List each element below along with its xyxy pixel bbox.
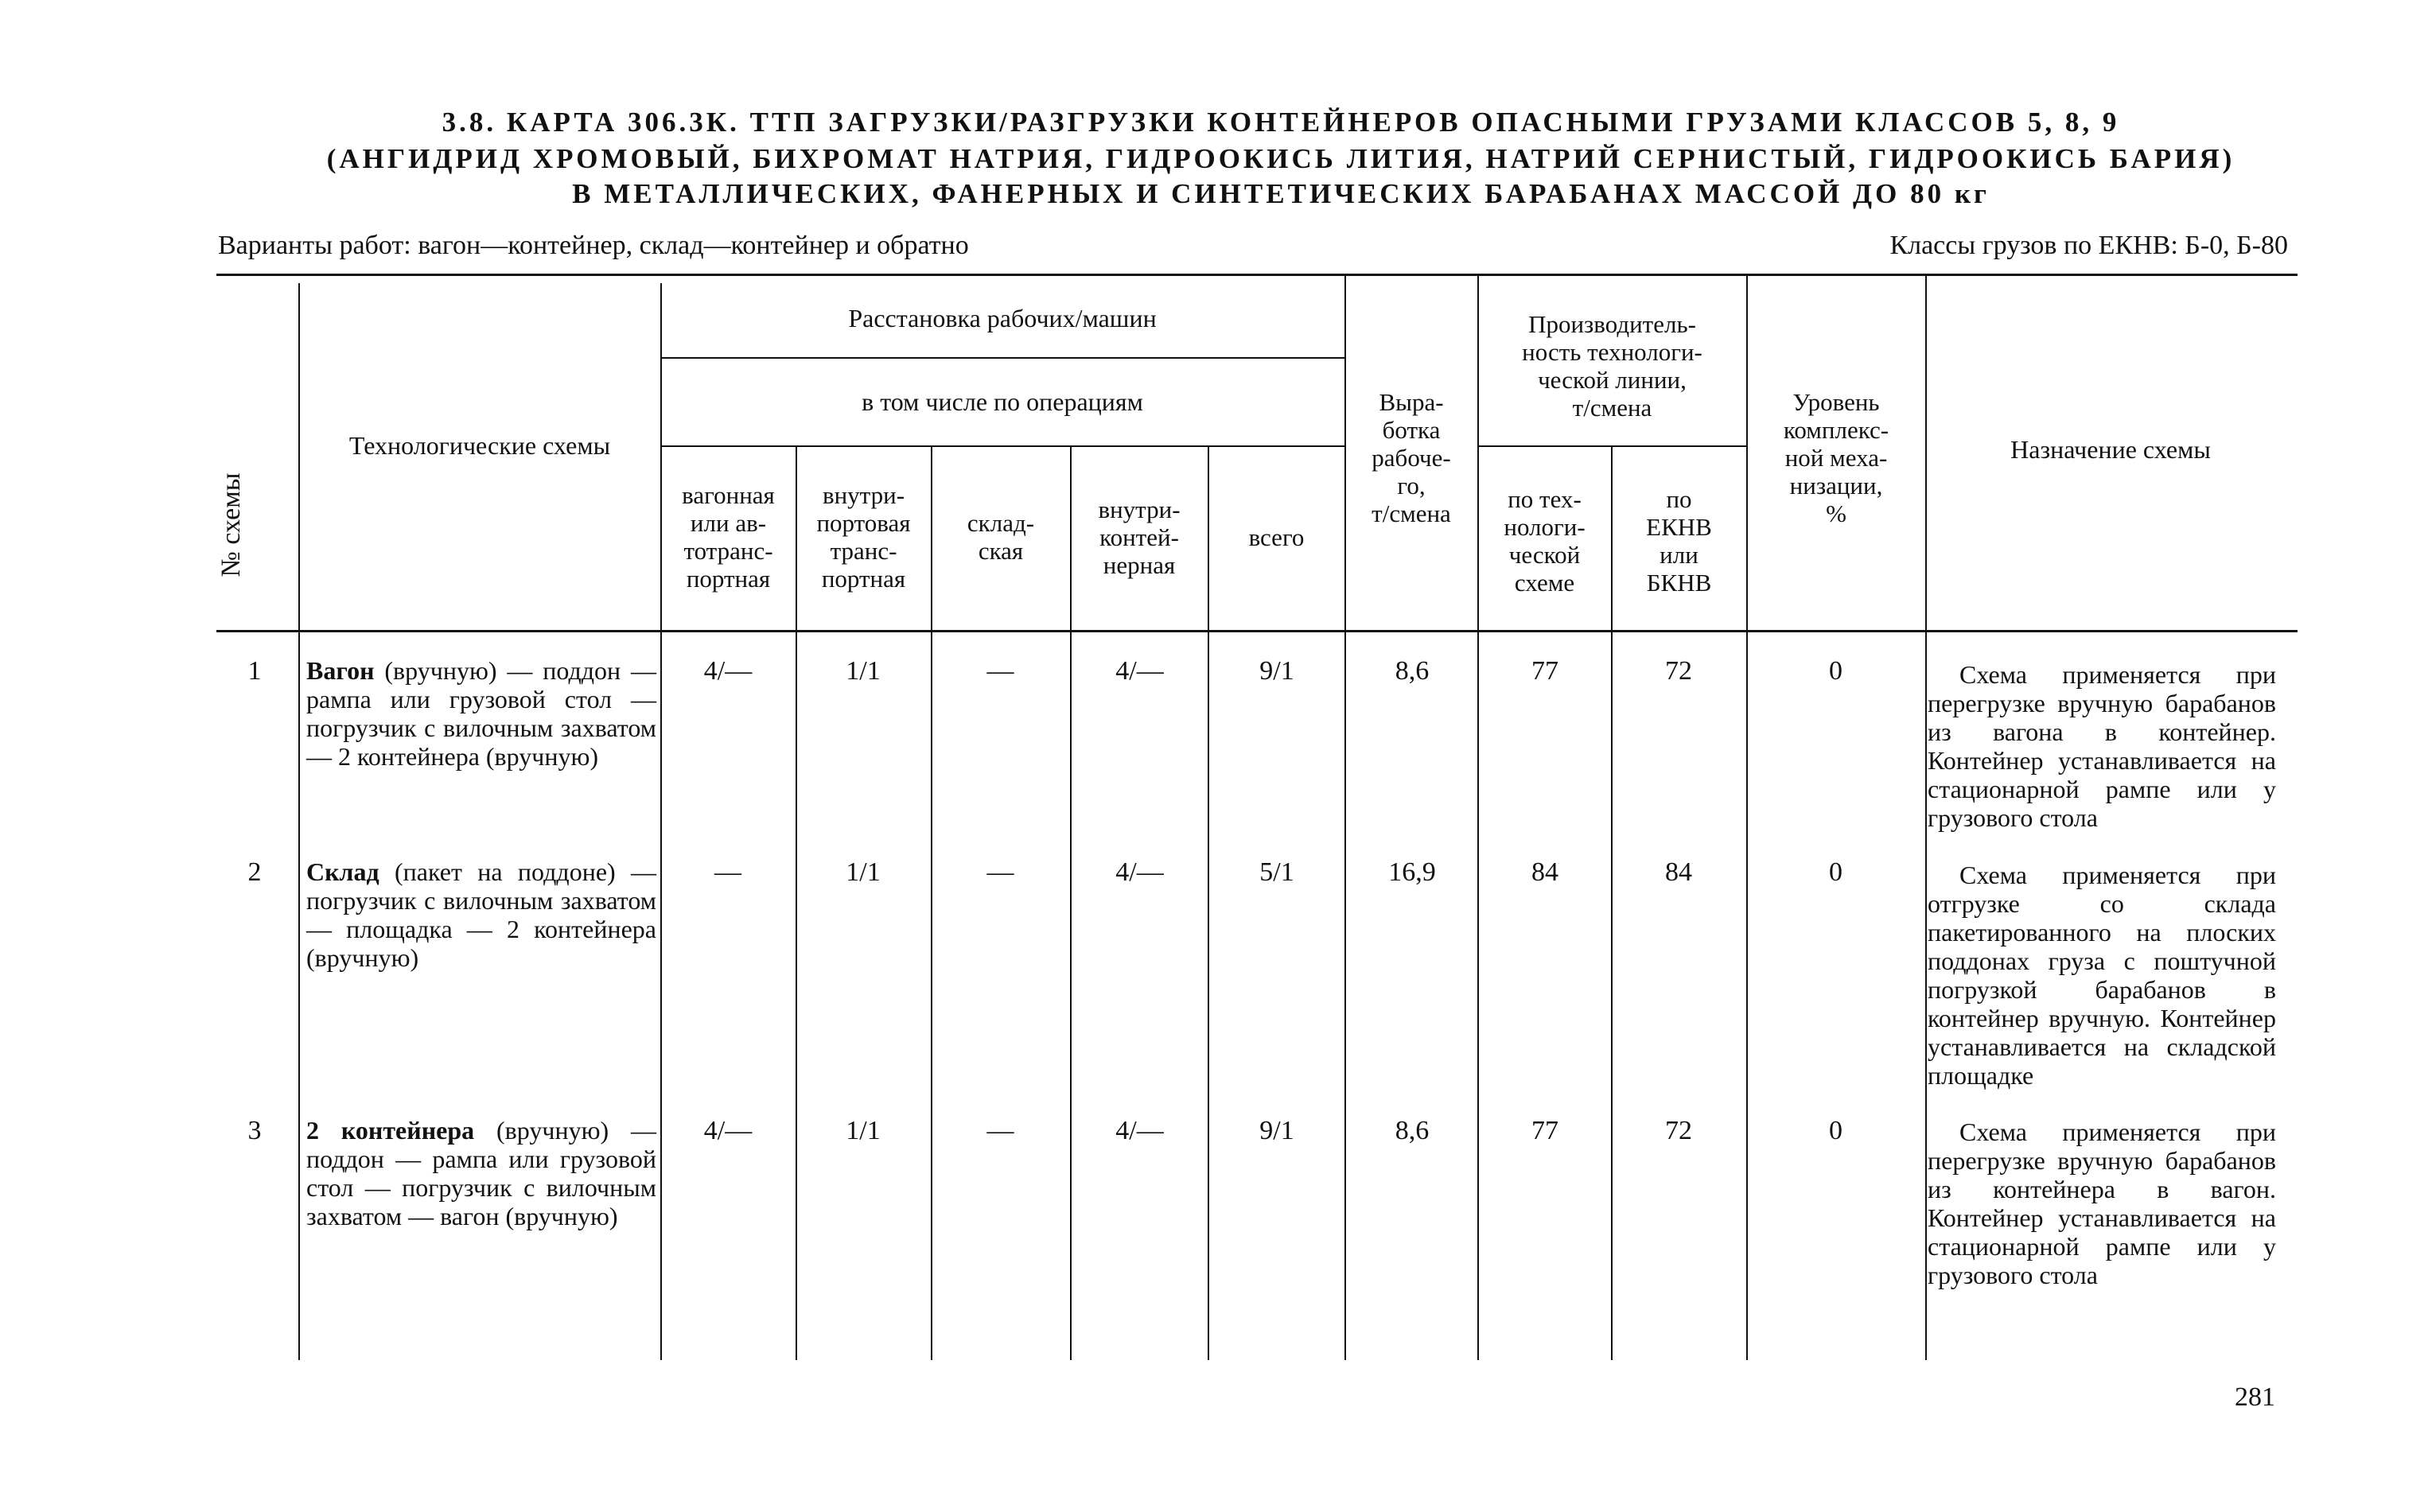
table-row-1-mech: 0 bbox=[1829, 656, 1842, 686]
table-row-1-container: 4/— bbox=[1115, 656, 1164, 686]
table-row-1-intraport: 1/1 bbox=[846, 656, 881, 686]
table-row-3-container: 4/— bbox=[1115, 1116, 1164, 1145]
col-divider-total bbox=[1344, 275, 1346, 1360]
header-prod-eknv: по ЕКНВ или БКНВ bbox=[1646, 485, 1712, 597]
table-row-3-warehouse: — bbox=[986, 1116, 1014, 1145]
table-row-3-total: 9/1 bbox=[1259, 1116, 1294, 1145]
header-including-ops: в том числе по операциям bbox=[862, 387, 1143, 416]
table-row-2-wagon: — bbox=[714, 857, 741, 887]
table-row-3-no: 3 bbox=[247, 1116, 262, 1145]
cargo-classes: Классы грузов по ЕКНВ: Б-0, Б-80 bbox=[1889, 231, 2288, 260]
table-row-1-prod-eknv: 72 bbox=[1665, 656, 1692, 686]
header-purpose: Назначение схемы bbox=[2010, 435, 2211, 464]
table-row-3-intraport: 1/1 bbox=[846, 1116, 881, 1145]
table-row-3-output: 8,6 bbox=[1395, 1116, 1430, 1145]
table-row-1-scheme: Вагон (вручную) — поддон — рампа или грузовой стол — погрузчик с вилочным захватом — 2 контейнера (вручную) bbox=[306, 656, 657, 771]
header-tech-schemes: Технологические схемы bbox=[348, 431, 611, 460]
col-divider-prod bbox=[1746, 275, 1748, 1360]
table-row-2-intraport: 1/1 bbox=[846, 857, 881, 887]
table-row-2-purpose: Схема применяется при отгрузке со склада пакетированного на плоских поддонах груза с поштучной погрузкой барабанов в контейнер вручную. Контейнер устанавливается на складской площадке bbox=[1928, 861, 2276, 1090]
header-scheme-no: № схемы bbox=[216, 472, 246, 577]
col-divider-no bbox=[298, 283, 300, 1360]
table-top-rule bbox=[216, 274, 2298, 276]
header-prod-tech: по тех- нологи- ческой схеме bbox=[1504, 485, 1586, 597]
header-op-container: внутри- контей- нерная bbox=[1098, 495, 1181, 579]
header-mechanization: Уровень комплекс- ной меха- низации, % bbox=[1783, 387, 1889, 527]
table-row-1-prod-tech: 77 bbox=[1531, 656, 1558, 686]
header-op-total: всего bbox=[1248, 523, 1305, 551]
col-divider-output bbox=[1477, 275, 1479, 1360]
table-row-1-warehouse: — bbox=[986, 656, 1014, 686]
header-op-intraport: внутри- портовая транс- портная bbox=[816, 481, 911, 593]
table-row-1-total: 9/1 bbox=[1259, 656, 1294, 686]
table-row-3-purpose: Схема применяется при перегрузке вручную барабанов из контейнера в вагон. Контейнер устанавливается на стационарной рампе или у грузового стола bbox=[1928, 1117, 2276, 1289]
table-row-2-total: 5/1 bbox=[1259, 857, 1294, 887]
header-bottom-rule bbox=[216, 630, 2298, 632]
col-divider-wagon bbox=[796, 447, 797, 1360]
table-row-3-scheme: 2 контейнера (вручную) — поддон — рампа или грузовой стол — погрузчик с вилочным захватом — вагон (вручную) bbox=[306, 1116, 656, 1230]
work-variants: Варианты работ: вагон—контейнер, склад—контейнер и обратно bbox=[218, 231, 969, 260]
col-divider-intraport bbox=[931, 447, 932, 1360]
col-divider-scheme bbox=[660, 283, 662, 1360]
table-row-2-prod-tech: 84 bbox=[1531, 857, 1558, 887]
table-row-3-wagon: 4/— bbox=[703, 1116, 753, 1145]
placement-subrule bbox=[660, 357, 1344, 359]
col-divider-prod-tech bbox=[1611, 447, 1613, 1360]
table-row-2-no: 2 bbox=[247, 857, 262, 887]
header-productivity: Производитель- ность технологи- ческой линии, т/смена bbox=[1522, 310, 1702, 422]
title-line-3: В МЕТАЛЛИЧЕСКИХ, ФАНЕРНЫХ И СИНТЕТИЧЕСКИХ БАРАБАНАХ МАССОЙ ДО 80 кг bbox=[572, 178, 1990, 209]
table-row-3-prod-tech: 77 bbox=[1531, 1116, 1558, 1145]
table-row-1-no: 1 bbox=[247, 656, 262, 686]
col-divider-mech bbox=[1925, 275, 1927, 1360]
table-row-2-mech: 0 bbox=[1829, 857, 1842, 887]
table-row-1-wagon: 4/— bbox=[703, 656, 753, 686]
col-divider-container bbox=[1208, 447, 1209, 1360]
header-placement: Расстановка рабочих/машин bbox=[848, 304, 1157, 332]
table-row-2-output: 16,9 bbox=[1388, 857, 1436, 887]
table-row-3-prod-eknv: 72 bbox=[1665, 1116, 1692, 1145]
table-row-1-output: 8,6 bbox=[1395, 656, 1430, 686]
title-line-2: (АНГИДРИД ХРОМОВЫЙ, БИХРОМАТ НАТРИЯ, ГИДРООКИСЬ ЛИТИЯ, НАТРИЙ СЕРНИСТЫЙ, ГИДРООКИСЬ БАРИЯ) bbox=[326, 143, 2235, 174]
table-row-3-mech: 0 bbox=[1829, 1116, 1842, 1145]
col-divider-warehouse bbox=[1070, 447, 1072, 1360]
header-op-warehouse: склад- ская bbox=[967, 509, 1035, 565]
ops-subrule bbox=[660, 445, 1344, 447]
header-op-wagon: вагонная или ав- тотранс- портная bbox=[682, 481, 775, 593]
table-row-2-scheme: Склад (пакет на поддоне) — погрузчик с вилочным захватом — площадка — 2 контейнера (вручную) bbox=[306, 857, 656, 972]
table-row-2-warehouse: — bbox=[986, 857, 1014, 887]
table-row-2-prod-eknv: 84 bbox=[1665, 857, 1692, 887]
table-row-1-purpose: Схема применяется при перегрузке вручную барабанов из вагона в контейнер. Контейнер устанавливается на стационарной рампе или у грузового стола bbox=[1928, 660, 2276, 832]
title-line-1: 3.8. КАРТА 306.3К. ТТП ЗАГРУЗКИ/РАЗГРУЗКИ КОНТЕЙНЕРОВ ОПАСНЫМИ ГРУЗАМИ КЛАССОВ 5, 8, 9 bbox=[442, 107, 2120, 138]
table-row-2-container: 4/— bbox=[1115, 857, 1164, 887]
page-number: 281 bbox=[2235, 1382, 2275, 1412]
header-output: Выра- ботка рабоче- го, т/смена bbox=[1372, 387, 1451, 527]
